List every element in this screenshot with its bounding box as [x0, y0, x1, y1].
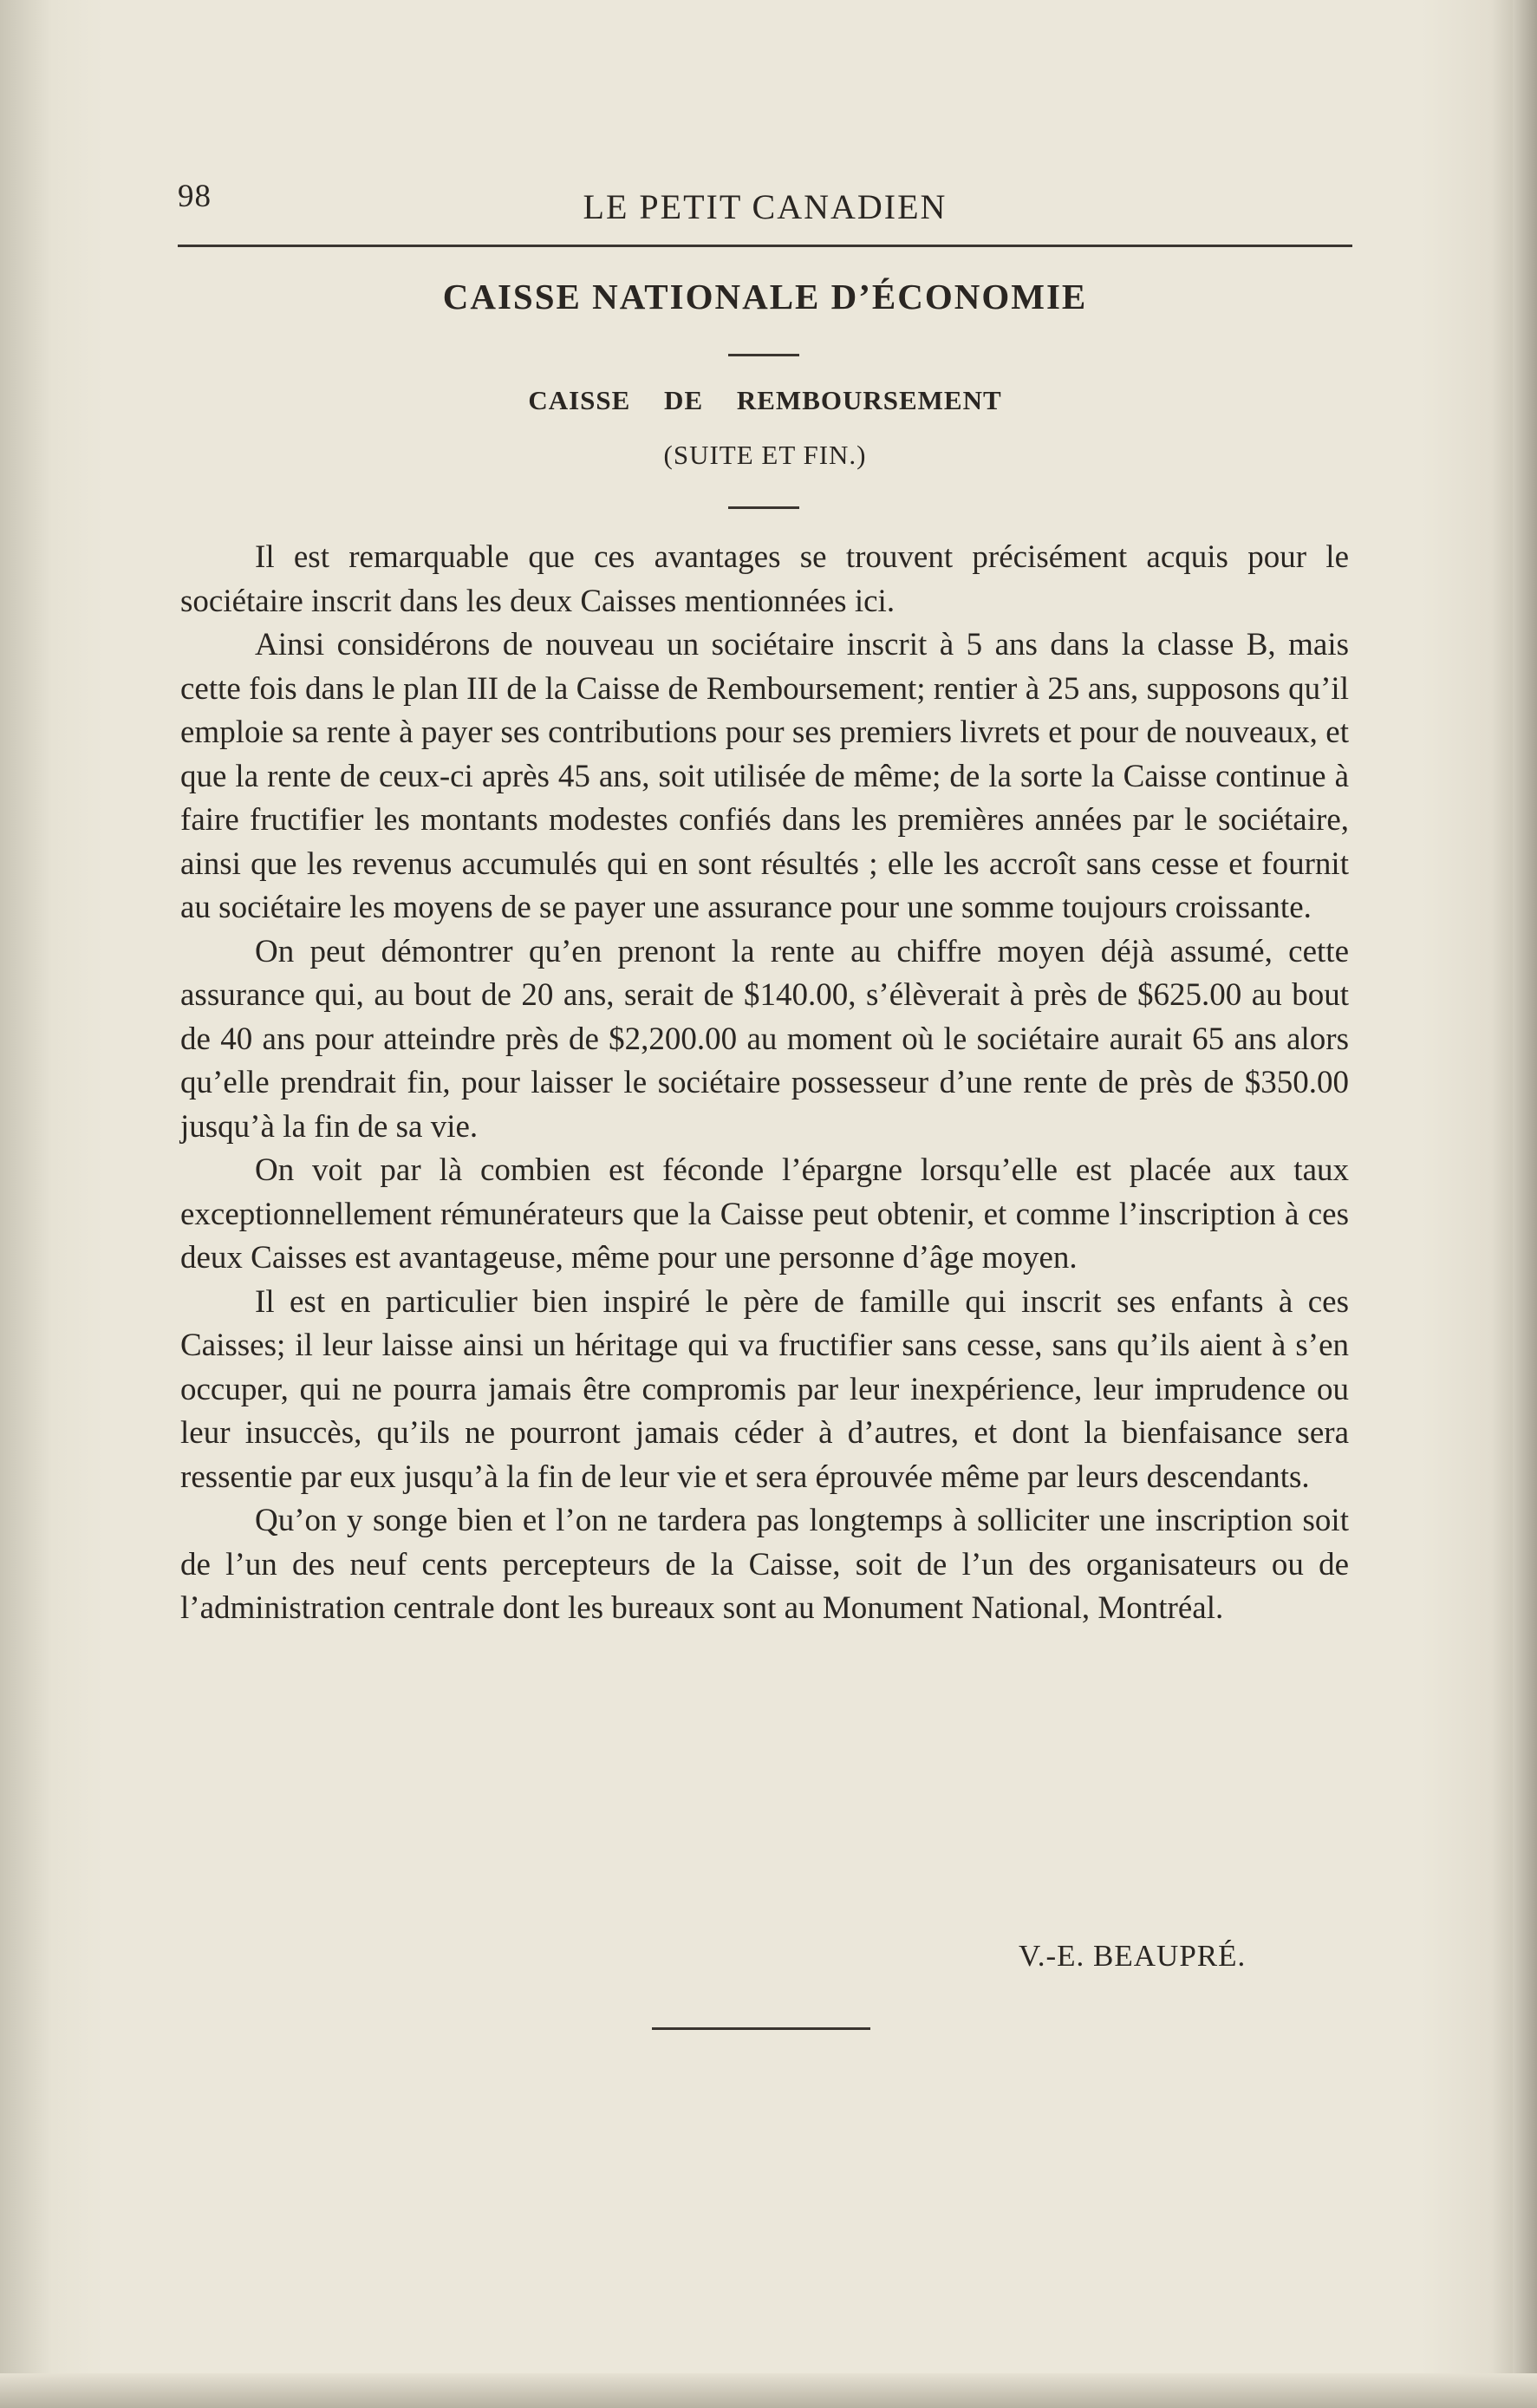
paragraph: Il est en particulier bien inspiré le père de famille qui inscrit ses enfants à ces Caisses; il leur laisse ainsi un héritage qui va fructifier sans cesse, sans qu’ils aient à s’en occuper, qui ne pourra jamais être compromis par leur inexpérience, leur imprudence ou leur insuccès, qu’ils ne pourront jamais céder à d’autres, et dont la bienfaisance sera ressentie par eux jusqu’à la fin de leur vie et sera éprouvée même par leurs descendants.	[180, 1283, 1349, 1495]
page-number: 98	[178, 179, 212, 214]
running-head: LE PETIT CANADIEN	[583, 187, 948, 226]
paragraph: On peut démontrer qu’en prenont la rente au chiffre moyen déjà assumé, cette assurance qui, au bout de 20 ans, serait de $140.00, s’élèverait à près de $625.00 au bout de 40 ans pour atteindre près de $2,200.00 au moment où le sociétaire aurait 65 ans alors qu’elle prendrait fin, pour laisser le sociétaire possesseur d’une rente de près de $350.00 jusqu’à la fin de sa vie.	[180, 933, 1349, 1145]
header-rule	[178, 245, 1352, 247]
subtitle-note-text: (SUITE ET FIN.)	[663, 440, 867, 470]
title-rule	[728, 354, 799, 356]
paragraph: Qu’on y songe bien et l’on ne tardera pas longtemps à solliciter une inscription soit de l’un des neuf cents percepteurs de la Caisse, soit de l’un des organisateurs ou de l’administration centrale dont les bureaux sont au Monument National, Montréal.	[180, 1503, 1349, 1626]
end-rule	[652, 2027, 870, 2030]
subtitle-rule	[728, 506, 799, 509]
page-edge-bottom	[0, 2373, 1537, 2408]
author-signature	[1019, 1939, 1246, 1974]
page-header	[178, 178, 1352, 238]
signature-text: V.-E. BEAUPRÉ.	[1019, 1939, 1247, 1973]
article-subtitle: CAISSE DE REMBOURSEMENT	[528, 385, 1002, 415]
article-title: CAISSE NATIONALE D’ÉCONOMIE	[442, 277, 1088, 316]
article-body	[180, 536, 1349, 1631]
paragraph: On voit par là combien est féconde l’épargne lorsqu’elle est placée aux taux exceptionnellement rémunérateurs que la Caisse peut obtenir, et comme l’inscription à ces deux Caisses est avantageuse, même pour une personne d’âge moyen.	[180, 1152, 1349, 1276]
page-edge-right	[1513, 0, 1537, 2408]
paragraph: Ainsi considérons de nouveau un sociétaire inscrit à 5 ans dans la classe B, mais cette fois dans le plan III de la Caisse de Remboursement; rentier à 25 ans, supposons qu’il emploie sa rente à payer ses contributions pour ses premiers livrets et pour de nouveaux, et que la rente de ceux-ci après 45 ans, soit utilisée de même; de la sorte la Caisse continue à faire fructifier les montants modestes confiés dans les premières années par le sociétaire, ainsi que les revenus accumulés qui en sont résultés ; elle les accroît sans cesse et fournit au sociétaire les moyens de se payer une assurance pour une somme toujours croissante.	[180, 627, 1349, 925]
paragraph: Il est remarquable que ces avantages se trouvent précisément acquis pour le sociétaire inscrit dans les deux Caisses mentionnées ici.	[180, 539, 1349, 619]
article-subtitle-note	[178, 440, 1352, 471]
